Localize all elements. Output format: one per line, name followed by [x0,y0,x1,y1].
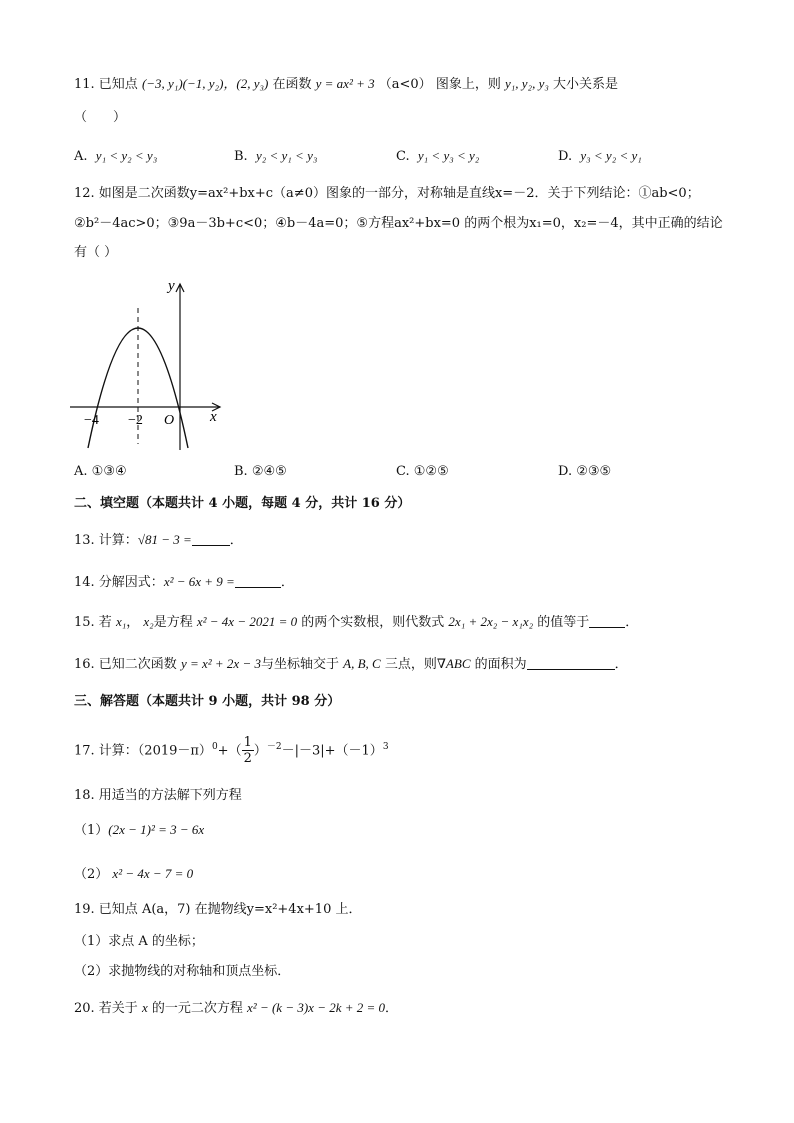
q11-condition: （a<0） [378,77,432,92]
q12-line3: 有（ ） [74,245,118,260]
q11-option-b: B. y₂ < y₁ < y₃ [234,148,318,164]
q15: 15. 若 x₁， x₂是方程 x² − 4x − 2021 = 0 的两个实数根，则代数式 2x₁ + 2x₂ − x₁x₂ 的值等于 ． [74,614,639,630]
q12-line2: ②b²－4ac>0；③9a－3b+c<0；④b－4a=0；⑤方程ax²+bx=0 的两个根为x₁=0，x₂=－4，其中正确的结论 [74,216,723,231]
tick-neg2: −2 [128,413,143,428]
one-half-fraction: $\frac{1}{2}$ [243,735,252,767]
q11-function: y = ax² + 3 [315,76,375,91]
parabola-graph [70,278,240,453]
q11-text-c: 图象上，则 [435,77,501,92]
q11-stem [74,74,618,95]
section3-heading: 三、解答题（本题共计 9 小题，共计 98 分） [74,694,341,709]
q19-stem: 19. 已知点 A(a，7) 在抛物线y=x²+4x+10 上． [74,902,362,917]
q11-paren: （ ） [74,110,127,125]
q18-stem: 18. 用适当的方法解下列方程 [74,788,242,803]
q20: 20. 若关于 x 的一元二次方程 x² − (k − 3)x − 2k + 2 = 0． [74,1000,399,1016]
q11-option-c: C. y₁ < y₃ < y₂ [396,148,480,164]
q16-blank[interactable] [527,655,615,670]
q11-points: (−3, y₁)(−1, y₂)，(2, y₃) [141,76,269,91]
tick-neg4: −4 [84,413,99,428]
q13: 13. 计算：√81 − 3 = ． [74,532,243,548]
q11-text-a: 11. 已知点 [74,77,138,92]
y-axis-label: y [168,278,175,294]
q11-text-d: 大小关系是 [553,77,619,92]
section2-heading: 二、填空题（本题共计 4 小题，每题 4 分，共计 16 分） [74,496,411,511]
x-axis-label: x [210,409,217,425]
q12-option-c: C. ①②⑤ [396,464,449,479]
q15-blank[interactable] [589,613,625,628]
q12-option-a: A. ①③④ [74,464,127,479]
q19-part2: （2）求抛物线的对称轴和顶点坐标． [74,964,291,979]
q18-part1: （1）(2x − 1)² = 3 − 6x [74,822,205,838]
q12-option-b: B. ②④⑤ [234,464,287,479]
q11-option-a: A. y₁ < y₂ < y₃ [74,148,158,164]
q11-text-b: 在函数 [272,77,312,92]
q11-option-d: D. y₃ < y₂ < y₁ [558,148,642,164]
q14: 14. 分解因式：x² − 6x + 9 = ． [74,574,294,590]
q12-option-d: D. ②③⑤ [558,464,612,479]
q12-line1: 12. 如图是二次函数y=ax²+bx+c（a≠0）图象的一部分，对称轴是直线x=－2．关于下列结论：①ab<0； [74,186,700,201]
q16: 16. 已知二次函数 y = x² + 2x − 3与坐标轴交于 A, B, C 三点，则∇ABC 的面积为 ． [74,656,628,672]
origin-label: O [164,413,175,428]
q11-vars: y₁, y₂, y₃ [504,76,549,91]
q14-blank[interactable] [235,573,281,588]
q18-part2: （2） x² − 4x − 7 = 0 [74,866,194,882]
q13-blank[interactable] [192,531,230,546]
q19-part1: （1）求点 A 的坐标； [74,934,204,949]
q17: 17. 计算：$(2019-\pi)^0+$（ $\frac{1}{2}$ ）$^{-2}-|-3|+(-1)^3$ [74,735,389,767]
